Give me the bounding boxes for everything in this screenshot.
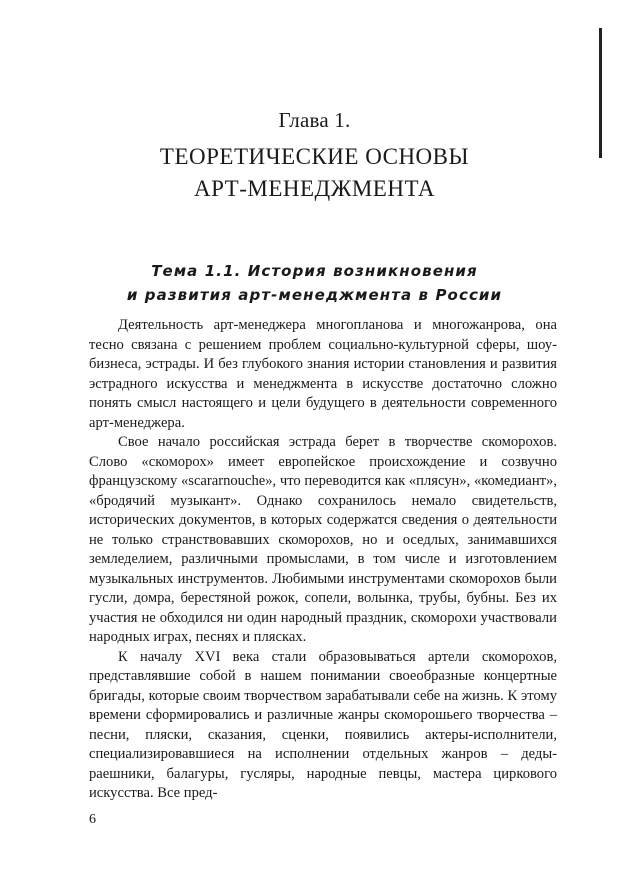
chapter-label: Глава 1. bbox=[278, 108, 351, 132]
paragraph: К началу XVI века стали образовываться артели скоморохов, представлявшие собой в нашем понимании своеобразные концертные бригады, которые своим творчеством зарабатывали себе на жизнь. К этому времени сформировались и различные жанры скоморошьего творчества – песни, пляски, сказания, сценки, появились актеры-исполнители, специализировавшиеся на исполнении отдельных жанров – деды-раешники, балагуры, гусляры, народные певцы, мастера циркового искусства. Все пред- bbox=[89, 648, 557, 801]
chapter-title-line-2: АРТ-МЕНЕДЖМЕНТА bbox=[194, 176, 435, 201]
paragraph: Деятельность арт-менеджера многопланова и многожанрова, она тесно связана с решением проблем социально-культурной сферы, шоу-бизнеса, эстрады. И без глубокого знания истории становления и развития эстрадного искусства и менеджмента в искусстве достаточно сложно понять смысл настоящего и цели будущего в деятельности современного арт-менеджера. bbox=[89, 317, 557, 431]
section-title-line-2: и развития арт-менеджмента в России bbox=[126, 286, 503, 304]
paragraph: Свое начало российская эстрада берет в творчестве скоморохов. Слово «скоморох» имеет европейское происхождение и созвучно французскому «scararnouche», что переводится как «плясун», «комедиант», «бродячий музыкант». Однако сохранилось немало свидетельств, исторических документов, в которых содержатся сведения о деятельности не только странствовавших скоморохов, но и оседлых, занимавшихся земледелием, различными промыслами, в том числе и изготовлением музыкальных инструментов. Любимыми инструментами скоморохов были гусли, домра, берестяной рожок, сопели, волынка, трубы, бубны. Без их участия не обходился ни один народный праздник, скоморохи участвовали народных играх, песнях и плясках. bbox=[89, 434, 557, 645]
chapter-title-line-1: ТЕОРЕТИЧЕСКИЕ ОСНОВЫ bbox=[159, 144, 470, 169]
body-text bbox=[89, 316, 557, 804]
scan-edge-mark bbox=[599, 28, 602, 158]
section-title-line-1: Тема 1.1. История возникновения bbox=[151, 262, 478, 280]
page-number: 6 bbox=[89, 812, 96, 827]
